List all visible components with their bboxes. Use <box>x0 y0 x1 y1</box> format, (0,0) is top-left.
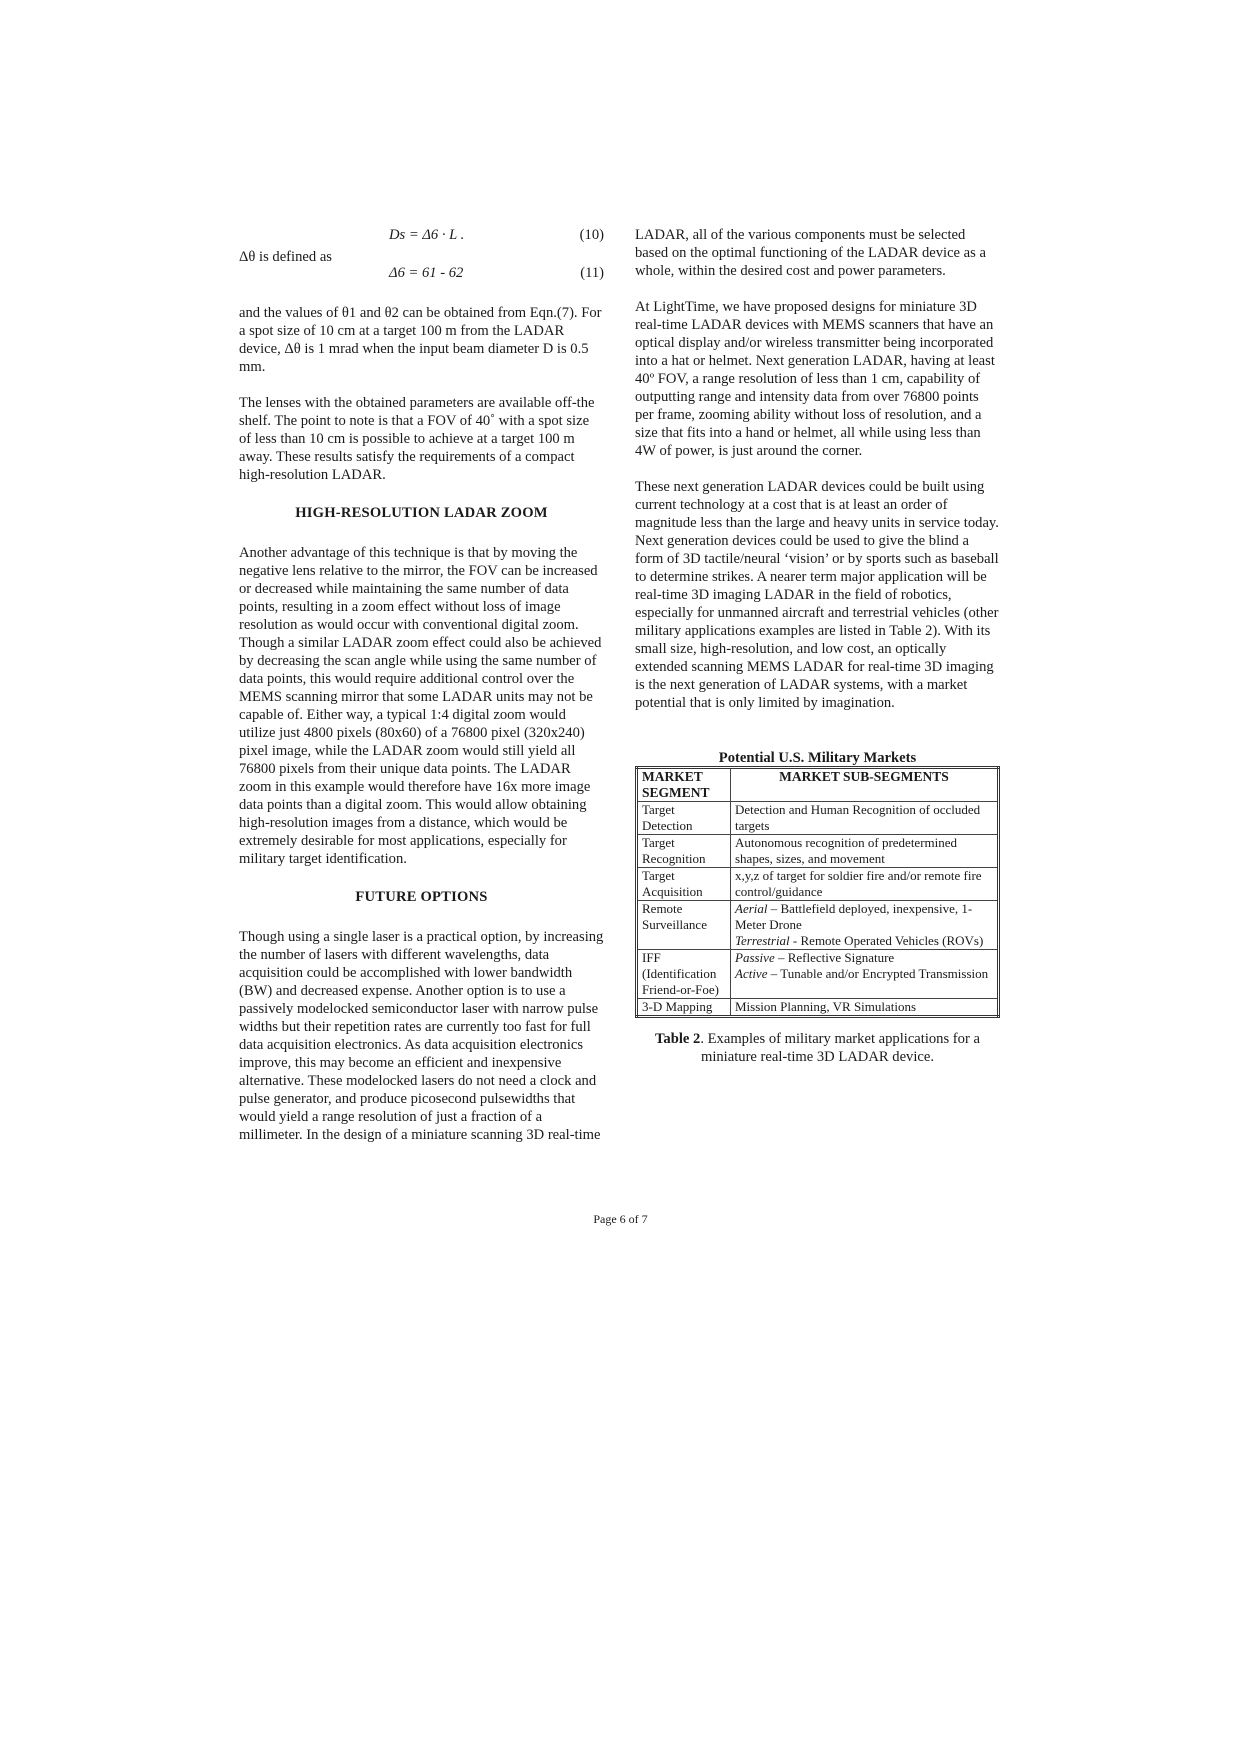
equation-10: Ds = Δ6 · L . <box>389 227 465 243</box>
table-cell-segment: Target Recognition <box>637 835 731 868</box>
equations <box>239 226 604 284</box>
table-cell-subsegment <box>731 950 999 999</box>
subsegment-label: Terrestrial <box>735 933 790 948</box>
markets-table-block <box>635 750 1000 1066</box>
subsegment-label: Passive <box>735 950 775 965</box>
table-header-subsegments: MARKET SUB-SEGMENTS <box>731 768 999 802</box>
subsegment-label: Active <box>735 966 768 981</box>
table-caption-text: . Examples of military market applications for a miniature real-time 3D LADAR device. <box>700 1031 980 1065</box>
equation-11-number: (11) <box>580 265 604 281</box>
subsegment-text: - Remote Operated Vehicles (ROVs) <box>789 933 984 948</box>
table-caption-label: Table 2 <box>655 1031 701 1047</box>
section-heading: FUTURE OPTIONS <box>355 889 488 905</box>
table-cell-segment: Target Acquisition <box>637 868 731 901</box>
right-column <box>635 226 1000 1066</box>
table-cell-segment: IFF (Identification Friend-or-Foe) <box>637 950 731 999</box>
table-cell-subsegment: Autonomous recognition of predetermined shapes, sizes, and movement <box>731 835 999 868</box>
table-row <box>637 950 999 999</box>
subsegment-label: Aerial <box>735 901 768 916</box>
paragraph: and the values of θ1 and θ2 can be obtained from Eqn.(7). For a spot size of 10 cm at a target 100 m from the LADAR device, Δθ is 1 mrad when the input beam diameter D is 0.5 mm. <box>239 305 602 375</box>
table-title: Potential U.S. Military Markets <box>718 750 917 766</box>
table-header-segment: MARKET SEGMENT <box>637 768 731 802</box>
table-cell-segment: Remote Surveillance <box>637 901 731 950</box>
equation-definition-text: Δθ is defined as <box>239 249 332 265</box>
equation-11: Δ6 = 61 - 62 <box>389 265 464 281</box>
table-cell-subsegment: x,y,z of target for soldier fire and/or remote fire control/guidance <box>731 868 999 901</box>
table-row <box>637 999 999 1017</box>
table-cell-segment: Target Detection <box>637 802 731 835</box>
table-cell-subsegment: Detection and Human Recognition of occluded targets <box>731 802 999 835</box>
table-cell-subsegment <box>731 901 999 950</box>
subsegment-text: – Reflective Signature <box>774 950 895 965</box>
table-row <box>637 835 999 868</box>
subsegment-text: – Battlefield deployed, inexpensive, 1-Meter Drone <box>735 901 973 932</box>
table-caption <box>635 1030 1000 1066</box>
paragraph: At LightTime, we have proposed designs for miniature 3D real-time LADAR devices with MEMS scanners that have an optical display and/or wireless transmitter being incorporated into a hat or helmet. Next generation LADAR, having at least 40º FOV, a range resolution of less than 1 cm, capability of outputting range and intensity data from over 76800 points per frame, zooming ability without loss of resolution, and a size that fits into a hand or helmet, all while using less than 4W of power, is just around the corner. <box>635 299 995 459</box>
table-row <box>637 802 999 835</box>
equation-10-number: (10) <box>579 227 604 243</box>
table-row <box>637 868 999 901</box>
table-cell-subsegment: Mission Planning, VR Simulations <box>731 999 999 1017</box>
paragraph: Another advantage of this technique is that by moving the negative lens relative to the mirror, the FOV can be increased or decreased while maintaining the same number of data points, resulting in a zoom effect without loss of image resolution as would occur with conventional digital zoom. Though a similar LADAR zoom effect could also be achieved by decreasing the scan angle while using the same number of data points, this would require additional control over the MEMS scanning mirror that some LADAR units may not be capable of. Either way, a typical 1:4 digital zoom would utilize just 4800 pixels (80x60) of a 76800 pixel (320x240) pixel image, while the LADAR zoom would still yield all 76800 pixels from their unique data points. The LADAR zoom in this example would therefore have 16x more image data points than a digital zoom. This would allow obtaining high-resolution images from a distance, which would be extremely desirable for most applications, especially for military target identification. <box>239 545 602 867</box>
section-heading: HIGH-RESOLUTION LADAR ZOOM <box>295 505 548 521</box>
paragraph: Though using a single laser is a practical option, by increasing the number of lasers with different wavelengths, data acquisition could be accomplished with lower bandwidth (BW) and decreased expense. Another option is to use a passively modelocked semiconductor laser with narrow pulse widths but their repetition rates are currently too fast for full data acquisition electronics. As data acquisition electronics improve, this may become an efficient and inexpensive alternative. These modelocked lasers do not need a clock and pulse generator, and produce picosecond pulsewidths that would yield a range resolution of just a fraction of a millimeter. In the design of a miniature scanning 3D real-time <box>239 929 604 1143</box>
markets-table <box>635 766 1000 1018</box>
subsegment-text: – Tunable and/or Encrypted Transmission <box>767 966 989 981</box>
paragraph: The lenses with the obtained parameters are available off-the shelf. The point to note is that a FOV of 40˚ with a spot size of less than 10 cm is possible to achieve at a target 100 m away. These results satisfy the requirements of a compact high-resolution LADAR. <box>239 395 595 483</box>
paragraph: These next generation LADAR devices could be built using current technology at a cost that is at least an order of magnitude less than the large and heavy units in service today. Next generation devices could be used to give the blind a form of 3D tactile/neural ‘vision’ or by sports such as baseball to determine strikes. A nearer term major application will be real-time 3D imaging LADAR in the field of robotics, especially for unmanned aircraft and terrestrial vehicles (other military applications examples are listed in Table 2). With its small size, high-resolution, and low cost, an optically extended scanning MEMS LADAR for real-time 3D imaging is the next generation of LADAR systems, with a market potential that is only limited by imagination. <box>635 479 999 711</box>
table-header-row <box>637 768 999 802</box>
table-cell-segment: 3-D Mapping <box>637 999 731 1017</box>
page-number: Page 6 of 7 <box>593 1212 648 1226</box>
table-row <box>637 901 999 950</box>
paragraph: LADAR, all of the various components must be selected based on the optimal functioning of the LADAR device as a whole, within the desired cost and power parameters. <box>635 227 986 279</box>
left-column <box>239 226 604 1144</box>
